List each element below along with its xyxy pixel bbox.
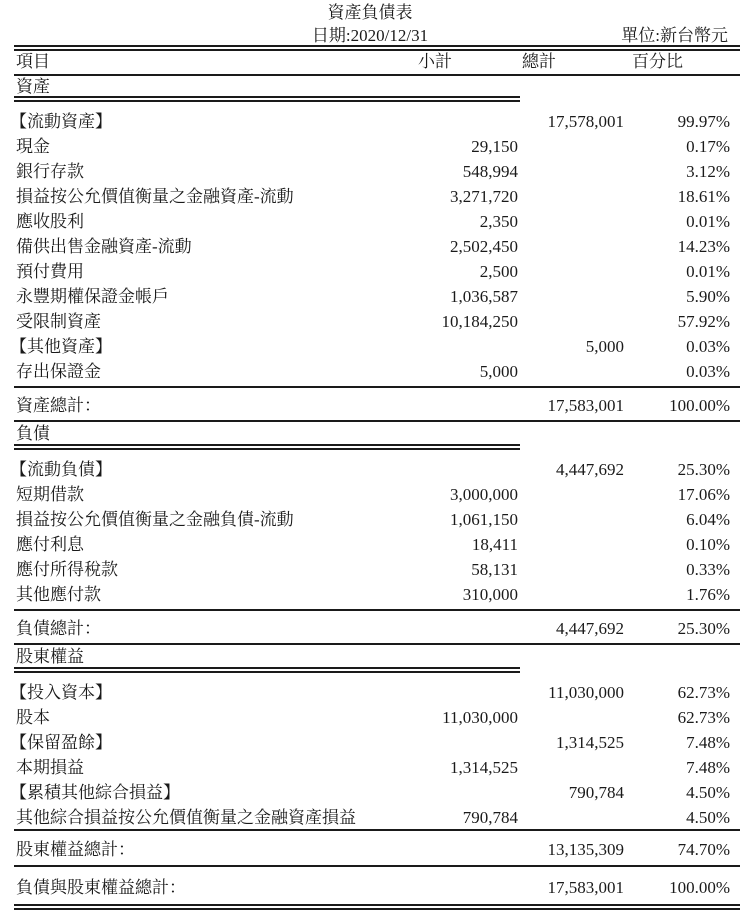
table-row [0,755,740,780]
row-percent: 6.04% [686,510,730,529]
row-percent: 0.03% [686,337,730,356]
row-subtotal: 2,350 [479,212,518,231]
row-percent: 0.17% [686,137,730,156]
row-total: 4,447,692 [556,460,624,479]
table-row [0,582,740,607]
row-percent: 0.03% [686,362,730,381]
equity-total-value: 13,135,309 [547,840,624,859]
row-label: 應付利息 [16,535,84,554]
table-row [0,557,740,582]
group-row [0,334,740,359]
row-label: 現金 [16,137,50,156]
row-subtotal: 2,502,450 [450,237,518,256]
assets-total-percent: 100.00% [669,396,730,415]
row-subtotal: 29,150 [471,137,518,156]
section-liabilities-title [0,421,740,446]
row-subtotal: 11,030,000 [442,708,518,727]
column-subtotal: 小計 [418,52,452,71]
assets-total-label: 資產總計： [16,396,101,415]
equity-total-label: 股東權益總計： [16,840,135,859]
grand-total-value: 17,583,001 [547,878,624,897]
row-percent: 0.10% [686,535,730,554]
section-equity-title [0,644,740,669]
row-percent: 18.61% [677,187,730,206]
group-row [0,109,740,134]
column-item: 項目 [16,52,50,71]
group-row [0,780,740,805]
row-percent: 4.50% [686,783,730,802]
row-percent: 0.01% [686,212,730,231]
row-percent: 62.73% [677,708,730,727]
row-percent: 0.01% [686,262,730,281]
row-percent: 57.92% [677,312,730,331]
row-subtotal: 5,000 [479,362,518,381]
row-label: 【流動負債】 [10,460,112,479]
table-row [0,134,740,159]
grand-total-percent: 100.00% [669,878,730,897]
table-row [0,159,740,184]
row-subtotal: 310,000 [462,585,518,604]
row-label: 永豐期權保證金帳戶 [16,287,169,306]
table-row [0,284,740,309]
row-percent: 4.50% [686,808,730,827]
row-label: 備供出售金融資產-流動 [16,237,192,256]
grand-total-row [0,875,740,900]
column-header-row [0,49,740,74]
row-total: 1,314,525 [556,733,624,752]
report-title: 資產負債表 [327,3,413,22]
row-percent: 99.97% [677,112,730,131]
table-row [0,309,740,334]
group-row [0,680,740,705]
liabilities-total-value: 4,447,692 [556,619,624,638]
row-subtotal: 790,784 [462,808,518,827]
liabilities-section-rule [14,444,520,450]
liabilities-total-top-rule [14,609,740,611]
equity-total-bottom-rule [14,865,740,867]
row-total: 790,784 [568,783,624,802]
section-title: 負債 [16,424,50,443]
table-row [0,705,740,730]
row-percent: 5.90% [686,287,730,306]
row-subtotal: 1,036,587 [450,287,518,306]
liabilities-total-label: 負債總計： [16,619,101,638]
row-subtotal: 58,131 [471,560,518,579]
table-row [0,359,740,384]
equity-section-rule [14,667,520,673]
report-date: 日期:2020/12/31 [311,26,429,45]
row-label: 【流動資產】 [10,112,112,131]
grand-total-label: 負債與股東權益總計： [16,878,186,897]
report-unit: 單位:新台幣元 [621,26,728,45]
row-label: 存出保證金 [16,362,101,381]
row-subtotal: 3,000,000 [450,485,518,504]
table-row [0,532,740,557]
row-percent: 7.48% [686,758,730,777]
row-percent: 25.30% [677,460,730,479]
table-row [0,259,740,284]
table-row [0,209,740,234]
liabilities-total-row [0,616,740,641]
assets-total-row [0,393,740,418]
equity-total-percent: 74.70% [677,840,730,859]
row-percent: 17.06% [677,485,730,504]
row-percent: 1.76% [686,585,730,604]
column-percent: 百分比 [632,52,683,71]
row-label: 【保留盈餘】 [10,733,112,752]
table-row [0,805,740,830]
row-total: 5,000 [585,337,624,356]
group-row [0,730,740,755]
row-label: 本期損益 [16,758,84,777]
row-label: 損益按公允價值衡量之金融資產-流動 [16,187,294,206]
row-subtotal: 3,271,720 [450,187,518,206]
row-label: 應付所得稅款 [16,560,118,579]
row-subtotal: 548,994 [462,162,518,181]
liabilities-total-percent: 25.30% [677,619,730,638]
section-title: 資產 [16,77,50,96]
assets-total-top-rule [14,386,740,388]
row-label: 短期借款 [16,485,84,504]
table-row [0,482,740,507]
row-subtotal: 18,411 [471,535,518,554]
row-label: 【累積其他綜合損益】 [10,783,180,802]
table-row [0,234,740,259]
row-label: 銀行存款 [16,162,84,181]
row-label: 受限制資產 [16,312,101,331]
row-label: 股本 [16,708,50,727]
row-subtotal: 2,500 [479,262,518,281]
grand-total-double-rule [14,904,740,910]
row-subtotal: 1,061,150 [450,510,518,529]
row-label: 損益按公允價值衡量之金融負債-流動 [16,510,294,529]
assets-section-rule [14,96,520,102]
row-label: 【投入資本】 [10,683,112,702]
row-percent: 14.23% [677,237,730,256]
row-percent: 3.12% [686,162,730,181]
assets-total-value: 17,583,001 [547,396,624,415]
row-total: 11,030,000 [548,683,624,702]
equity-total-top-rule [14,829,740,831]
group-row [0,457,740,482]
row-percent: 7.48% [686,733,730,752]
row-label: 【其他資產】 [10,337,112,356]
row-label: 其他綜合損益按公允價值衡量之金融資產損益 [16,808,356,827]
row-subtotal: 1,314,525 [450,758,518,777]
row-label: 其他應付款 [16,585,101,604]
section-title: 股東權益 [16,647,84,666]
table-row [0,184,740,209]
equity-total-row [0,837,740,862]
row-percent: 0.33% [686,560,730,579]
row-percent: 62.73% [677,683,730,702]
column-total: 總計 [522,52,556,71]
row-total: 17,578,001 [547,112,624,131]
table-row [0,507,740,532]
row-label: 應收股利 [16,212,84,231]
row-subtotal: 10,184,250 [441,312,518,331]
row-label: 預付費用 [16,262,84,281]
